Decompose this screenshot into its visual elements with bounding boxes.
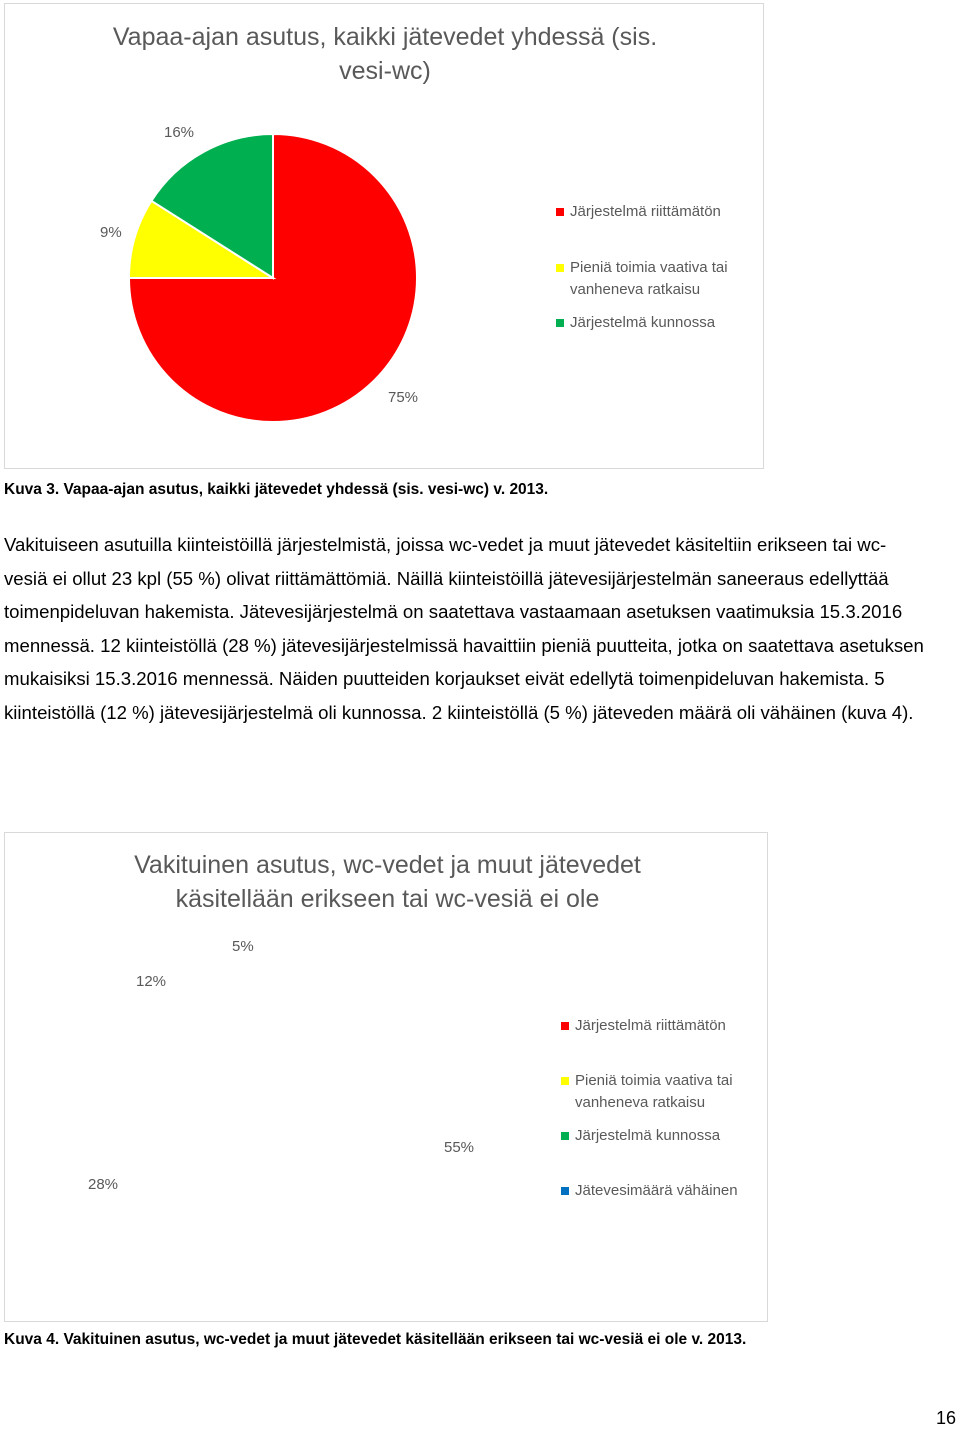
legend-swatch-green [561, 1132, 569, 1140]
legend-label: Järjestelmä kunnossa [570, 314, 716, 331]
chart-2-label-55: 55% [444, 1139, 475, 1156]
chart-2-label-5: 5% [232, 938, 254, 955]
chart-1-label-9: 9% [100, 224, 122, 241]
legend-label: Järjestelmä riittämätön [575, 1017, 726, 1034]
legend-swatch-red [556, 208, 564, 216]
legend-swatch-blue [561, 1187, 569, 1195]
legend-swatch-red [561, 1022, 569, 1030]
legend-label: Pieniä toimia vaativa tai vanheneva ratkaisu [575, 1072, 733, 1111]
chart-1-title: Vapaa-ajan asutus, kaikki jätevedet yhdessä (sis. vesi-wc) [112, 23, 658, 85]
legend-swatch-green [556, 319, 564, 327]
chart-2-label-28: 28% [88, 1176, 119, 1193]
chart-1-label-75: 75% [388, 389, 419, 406]
caption-kuva-3: Kuva 3. Vapaa-ajan asutus, kaikki jätevedet yhdessä (sis. vesi-wc) v. 2013. [4, 481, 549, 498]
page-number: 16 [935, 1408, 956, 1428]
legend-label: Pieniä toimia vaativa tai vanheneva ratkaisu [570, 259, 728, 298]
body-paragraph: Vakituiseen asutuilla kiinteistöillä järjestelmistä, joissa wc-vedet ja muut jätevedet käsiteltiin erikseen tai wc-vesiä ei ollut 23 kpl (55 %) olivat riittämättömiä. Näillä kiinteistöillä jätevesijärjestelmän saneeraus edellyttää toimenpideluvan hakemista. Jätevesijärjestelmä on saatettava vastaamaan asetuksen vaatimuksia 15.3.2016 mennessä. 12 kiinteistöllä (28 %) jätevesijärjestelmissä havaittiin pieniä puutteita, jotka on saatettava asetuksen mukaisiksi 15.3.2016 mennessä. Näiden puutteiden korjaukset eivät edellytä toimenpideluvan hakemista. 5 kiinteistöllä (12 %) jätevesijärjestelmä oli kunnossa. 2 kiinteistöllä (5 %) jäteveden määrä oli vähäinen (kuva 4). [4, 534, 924, 723]
caption-kuva-4: Kuva 4. Vakituinen asutus, wc-vedet ja muut jätevedet käsitellään erikseen tai wc-vesiä ei ole v. 2013. [4, 1331, 747, 1348]
legend-swatch-yellow [556, 264, 564, 272]
chart-2-label-12: 12% [136, 973, 167, 990]
chart-2-title: Vakituinen asutus, wc-vedet ja muut jätevedet käsitellään erikseen tai wc-vesiä ei ole [134, 851, 641, 913]
chart-1-label-16: 16% [164, 124, 195, 141]
legend-label: Järjestelmä riittämätön [570, 203, 721, 220]
legend-label: Jätevesimäärä vähäinen [575, 1182, 738, 1199]
legend-swatch-yellow [561, 1077, 569, 1085]
legend-label: Järjestelmä kunnossa [575, 1127, 721, 1144]
